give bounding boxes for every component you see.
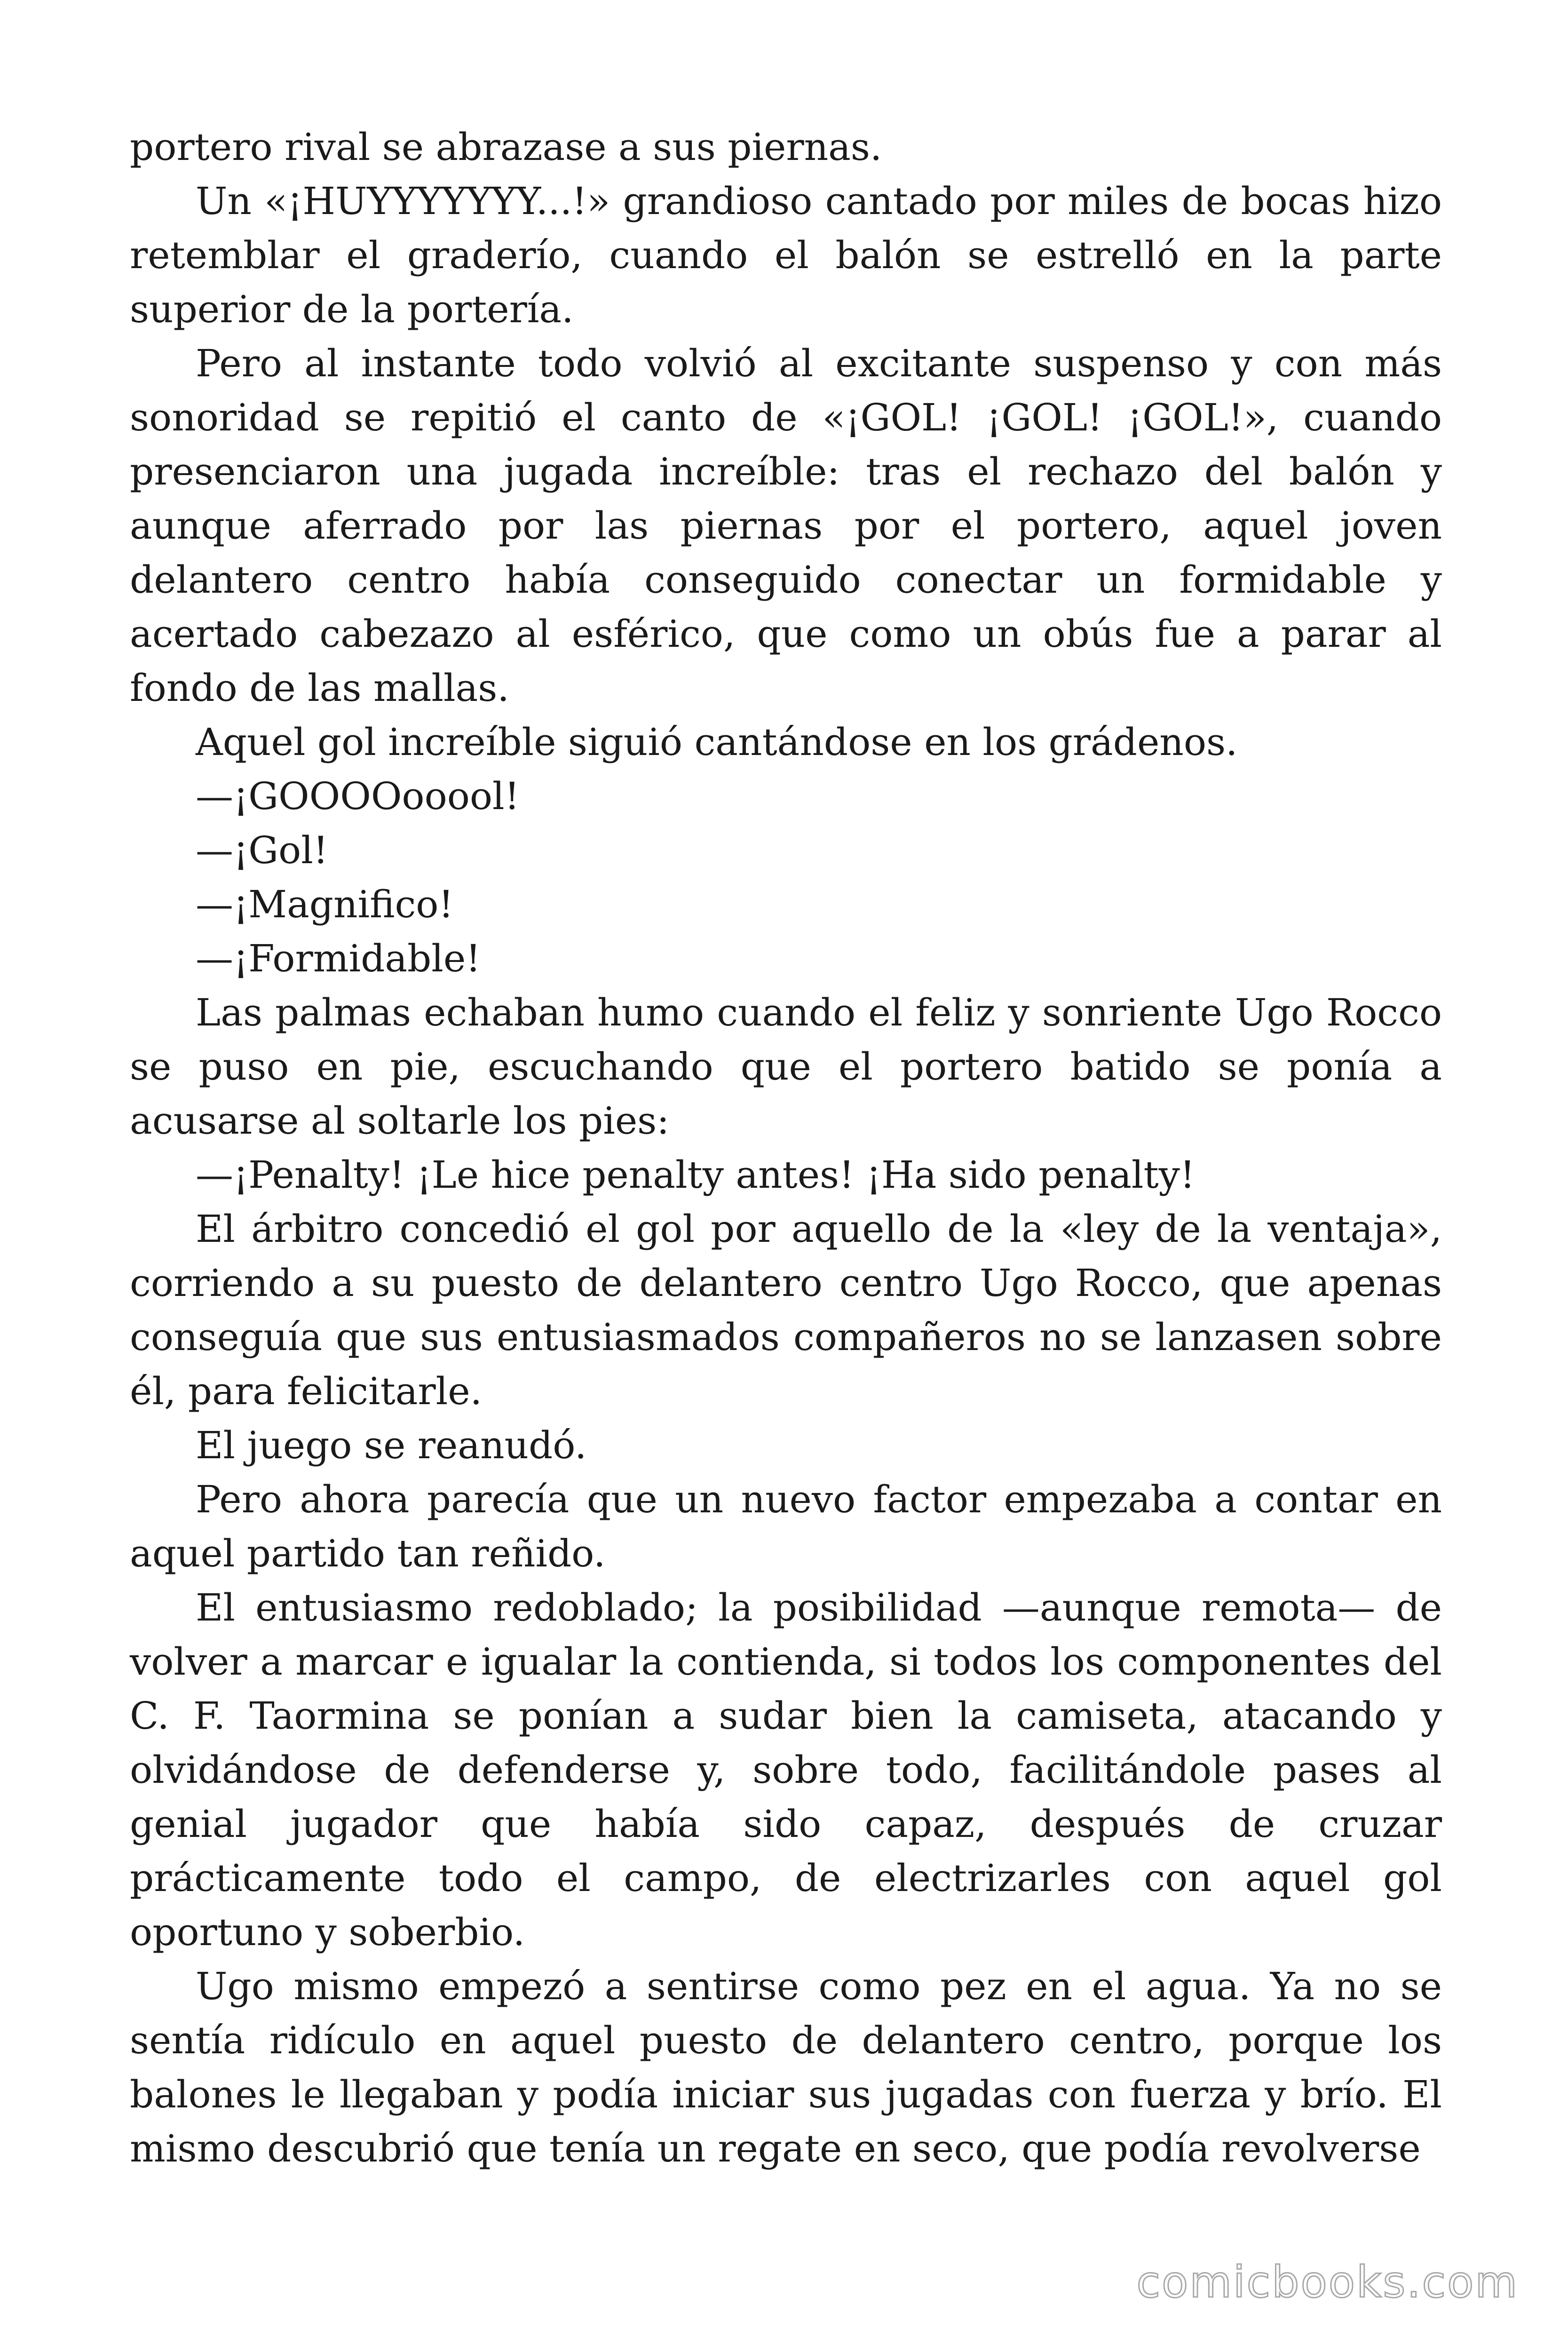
paragraph-8: Pero ahora parecía que un nuevo factor empezaba a contar en aquel partido tan reñido.	[130, 1478, 1442, 1575]
paragraph-9: El entusiasmo redoblado; la posibilidad —aunque remota— de volver a marcar e igualar la contienda, si todos los componentes del C. F. Taormina se ponían a sudar bien la camiseta, atacando y olvidándose de defenderse y, sobre todo, facilitándole pases al genial jugador que había sido capaz, después de cruzar prácticamente todo el campo, de electrizarles con aquel gol oportuno y soberbio.	[130, 1586, 1442, 1954]
dialogue-line-5: —¡Penalty! ¡Le hice penalty antes! ¡Ha sido penalty!	[196, 1153, 1195, 1197]
paragraph-6: El árbitro concedió el gol por aquello de la «ley de la ventaja», corriendo a su puesto de delantero centro Ugo Rocco, que apenas conseguía que sus entusiasmados compañeros no se lanzasen sobre él, para felicitarle.	[130, 1207, 1442, 1413]
dialogue-line-4: —¡Formidable!	[196, 937, 481, 980]
paragraph-1: portero rival se abrazase a sus piernas.	[130, 125, 882, 169]
paragraph-7: El juego se reanudó.	[196, 1423, 587, 1467]
dialogue-line-1: —¡GOOOOooool!	[196, 774, 520, 818]
dialogue-line-3: —¡Magnifico!	[196, 882, 454, 926]
paragraph-2: Un «¡HUYYYYYYY...!» grandioso cantado por miles de bocas hizo retemblar el graderío, cuando el balón se estrelló en la parte superior de la portería.	[130, 179, 1442, 331]
paragraph-5: Las palmas echaban humo cuando el feliz y sonriente Ugo Rocco se puso en pie, escuchando que el portero batido se ponía a acusarse al soltarle los pies:	[130, 991, 1442, 1143]
dialogue-line-2: —¡Gol!	[196, 828, 328, 872]
paragraph-4: Aquel gol increíble siguió cantándose en los grádenos.	[196, 720, 1238, 764]
book-page-text	[130, 120, 1442, 2176]
site-watermark: comicbooks.com	[1136, 2257, 1519, 2307]
paragraph-3: Pero al instante todo volvió al excitante suspenso y con más sonoridad se repitió el canto de «¡GOL! ¡GOL! ¡GOL!», cuando presenciaron una jugada increíble: tras el rechazo del balón y aunque aferrado por las piernas por el portero, aquel joven delantero centro había conseguido conectar un formidable y acertado cabezazo al esférico, que como un obús fue a parar al fondo de las mallas.	[130, 342, 1442, 710]
paragraph-10: Ugo mismo empezó a sentirse como pez en el agua. Ya no se sentía ridículo en aquel puesto de delantero centro, porque los balones le llegaban y podía iniciar sus jugadas con fuerza y brío. El mismo descubrió que tenía un regate en seco, que podía revolverse	[130, 1964, 1442, 2170]
